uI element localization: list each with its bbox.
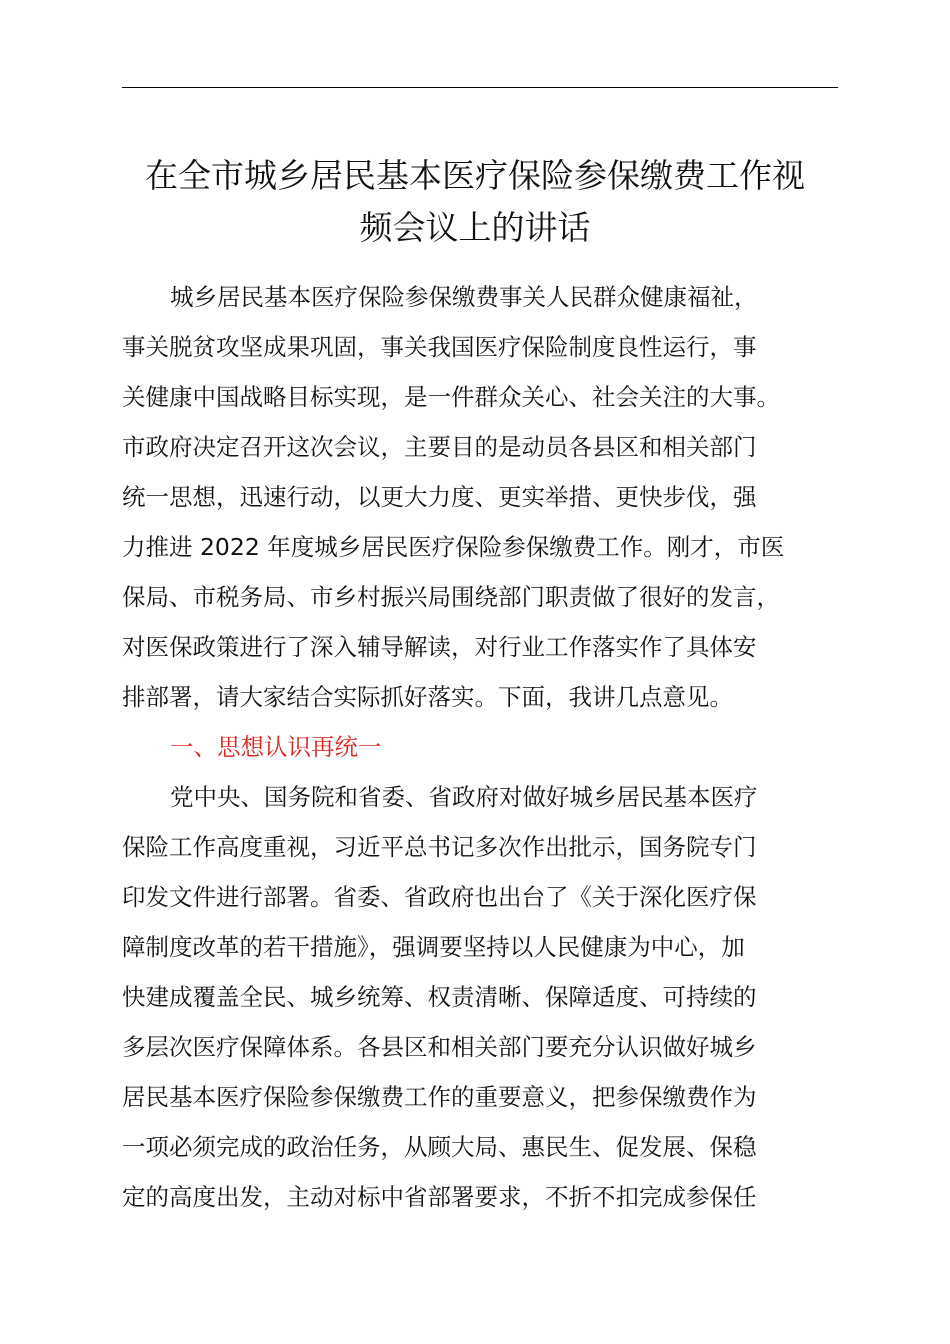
text-line: 保局、市税务局、市乡村振兴局围绕部门职责做了很好的发言， [122,583,780,611]
section-heading [122,722,862,772]
text-line: 保险工作高度重视，习近平总书记多次作出批示，国务院专门 [122,833,757,861]
title-line: 在全市城乡居民基本医疗保险参保缴费工作视 [145,156,805,195]
text-line: 城乡居民基本医疗保险参保缴费事关人民群众健康福祉， [170,283,758,311]
text-line: 对医保政策进行了深入辅导解读，对行业工作落实作了具体安 [122,633,757,661]
header-rule [122,87,838,88]
text-line: 事关脱贫攻坚成果巩固，事关我国医疗保险制度良性运行，事 [122,333,757,361]
text-line: 定的高度出发，主动对标中省部署要求，不折不扣完成参保任 [122,1183,757,1211]
text-line: 排部署，请大家结合实际抓好落实。下面，我讲几点意见。 [122,683,733,711]
document-title [100,150,850,254]
document-body [122,272,862,1222]
paragraph-section-one [122,772,862,1222]
text-line: 统一思想，迅速行动，以更大力度、更实举措、更快步伐，强 [122,483,757,511]
text-line: 多层次医疗保障体系。各县区和相关部门要充分认识做好城乡 [122,1033,757,1061]
text-line: 力推进 2022 年度城乡居民医疗保险参保缴费工作。刚才，市医 [122,533,785,561]
text-line: 党中央、国务院和省委、省政府对做好城乡居民基本医疗 [170,783,758,811]
text-line: 市政府决定召开这次会议，主要目的是动员各县区和相关部门 [122,433,757,461]
text-line: 障制度改革的若干措施》，强调要坚持以人民健康为中心，加 [122,933,745,961]
section-heading-text: 一、思想认识再统一 [170,733,382,761]
text-line: 居民基本医疗保险参保缴费工作的重要意义，把参保缴费作为 [122,1083,757,1111]
title-line: 频会议上的讲话 [359,208,591,247]
text-line: 关健康中国战略目标实现，是一件群众关心、社会关注的大事。 [122,383,780,411]
text-line: 一项必须完成的政治任务，从顾大局、惠民生、促发展、保稳 [122,1133,757,1161]
text-line: 印发文件进行部署。省委、省政府也出台了《关于深化医疗保 [122,883,757,911]
paragraph-intro [122,272,862,722]
text-line: 快建成覆盖全民、城乡统筹、权责清晰、保障适度、可持续的 [122,983,757,1011]
